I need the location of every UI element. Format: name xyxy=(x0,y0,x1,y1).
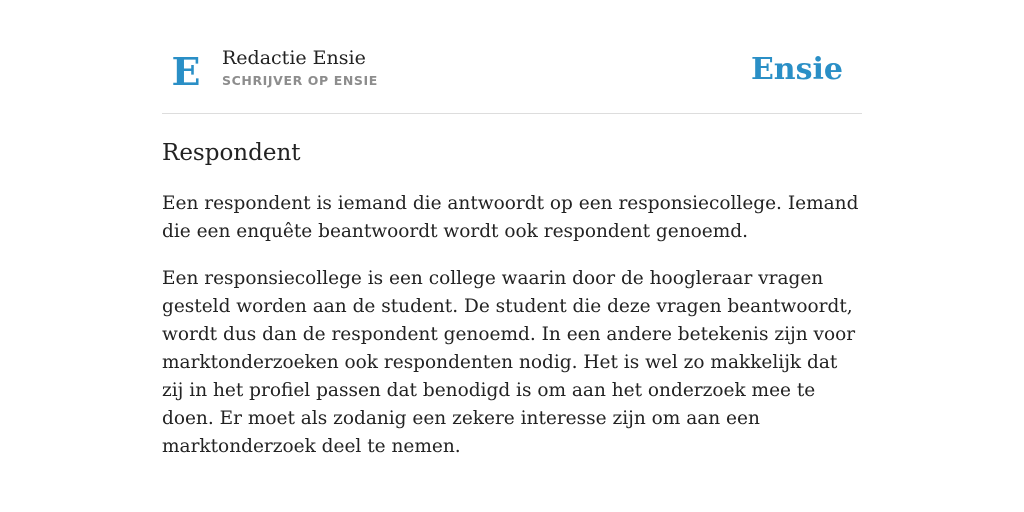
article-card xyxy=(162,40,862,461)
author-header xyxy=(162,40,862,114)
author-name[interactable]: Redactie Ensie xyxy=(222,47,366,69)
article-title: Respondent xyxy=(162,140,301,166)
brand-logo[interactable]: Ensie xyxy=(750,52,843,87)
article-body xyxy=(162,190,862,461)
article-paragraph: Een respondent is iemand die antwoordt op een responsiecollege. Iemand die een enquête beantwoordt wordt ook respondent genoemd. xyxy=(162,193,859,242)
article-paragraph: Een responsiecollege is een college waarin door de hoogleraar vragen gesteld worden aan de student. De student die deze vragen beantwoordt, wordt dus dan de respondent genoemd. In een andere betekenis zijn voor marktonderzoeken ook respondenten nodig. Het is wel zo makkelijk dat zij in het profiel passen dat benodigd is om aan het onderzoek mee te doen. Er moet als zodanig een zekere interesse zijn om aan een marktonderzoek deel te nemen. xyxy=(162,268,856,457)
author-avatar[interactable] xyxy=(162,42,210,102)
author-info xyxy=(222,46,378,89)
author-role: SCHRIJVER OP ENSIE xyxy=(222,73,378,88)
avatar-letter: E xyxy=(171,49,201,94)
